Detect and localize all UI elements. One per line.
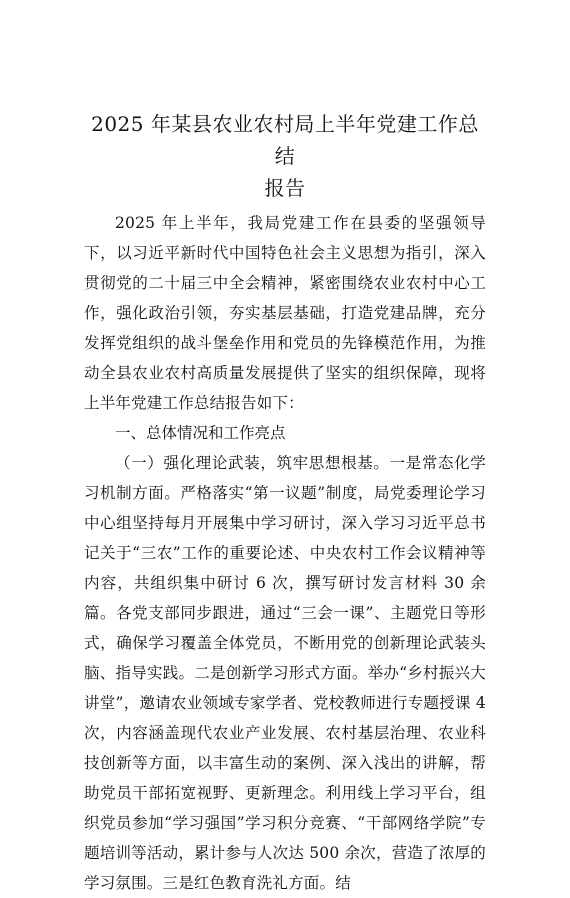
body-paragraph: （一）强化理论武装，筑牢思想根基。一是常态化学习机制方面。严格落实“第一议题”制度，局党委理论学习中心组坚持每月开展集中学习研讨，深入学习习近平总书记关于“三农”工作的重要论述、中央农村工作会议精神等内容，共组织集中研讨 6 次，撰写研讨发言材料 30 余篇。各党支部同步跟进，通过“三会一课”、主题党日等形式，确保学习覆盖全体党员，不断用党的创新理论武装头脑、指导实践。二是创新学习形式方面。举办“乡村振兴大讲堂”，邀请农业领域专家学者、党校教师进行专题授课 4 次，内容涵盖现代农业产业发展、农村基层治理、农业科技创新等方面，以丰富生动的案例、深入浅出的讲解，帮助党员干部拓宽视野、更新理念。利用线上学习平台，组织党员参加“学习强国”学习积分竞赛、“干部网络学院”专题培训等活动，累计参与人次达 500 余次，营造了浓厚的学习氛围。三是红色教育洗礼方面。结 — [84, 454, 486, 892]
document-title — [84, 108, 486, 204]
document-title-line2: 报告 — [264, 176, 306, 200]
document-title-line1: 2025 年某县农业农村局上半年党建工作总结 — [91, 112, 479, 168]
section-heading: 一、总体情况和工作亮点 — [115, 424, 286, 442]
intro-paragraph: 2025 年上半年，我局党建工作在县委的坚强领导下，以习近平新时代中国特色社会主义思想为指引，深入贯彻党的二十届三中全会精神，紧密围绕农业农村中心工作，强化政治引领，夯实基层基础，打造党建品牌，充分发挥党组织的战斗堡垒作用和党员的先锋模范作用，为推动全县农业农村高质量发展提供了坚实的组织保障，现将上半年党建工作总结报告如下： — [84, 214, 486, 412]
